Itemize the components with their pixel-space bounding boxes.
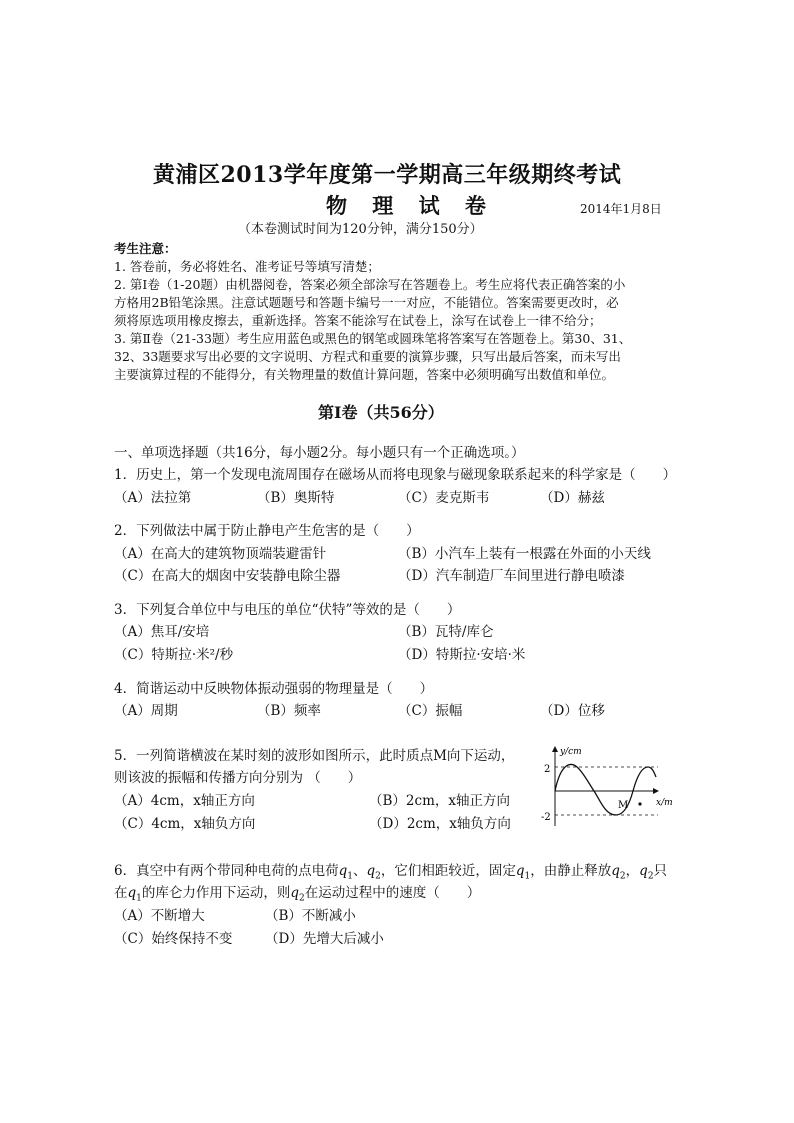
y-bottom-label: -2	[541, 812, 551, 823]
notice-heading: 考生注意：	[114, 241, 177, 256]
notice-line-1: 1. 答卷前，务必将姓名、准考证号等填写清楚；	[114, 259, 380, 274]
q4-option-b: （B）频率	[257, 703, 321, 719]
q6-stem-line-2: 在$q_1$的库仑力作用下运动，则$q_2$在运动过程中的速度（ ）	[114, 885, 481, 904]
part-heading: 一、单项选择题（共16分，每小题2分。每小题只有一个正确选项。）	[114, 445, 525, 461]
q3-option-c: （C）特斯拉·米²/秒	[114, 647, 234, 663]
notice-line-5: 3. 第Ⅱ卷（21-33题）考生应用蓝色或黑色的钢笔或圆珠笔将答案写在答题卷上。第30、31、	[114, 331, 632, 346]
q5-option-c: （C）4cm，x轴负方向	[114, 816, 256, 832]
q4-option-d: （D）位移	[540, 703, 605, 719]
q5-stem-line-2: 则该波的振幅和传播方向分别为 （ ）	[114, 770, 362, 786]
q2-option-b: （B）小汽车上装有一根露在外面的小天线	[398, 546, 651, 562]
q3-option-a: （A）焦耳/安培	[114, 624, 210, 640]
q5-option-d: （D）2cm，x轴负方向	[369, 816, 511, 832]
q2-option-d: （D）汽车制造厂车间里进行静电喷漆	[398, 568, 625, 584]
point-m	[638, 802, 641, 805]
q1-stem: 1．历史上，第一个发现电流周围存在磁场从而将电现象与磁现象联系起来的科学家是（ ）	[114, 467, 677, 483]
notice-line-6: 32、33题要求写出必要的文字说明、方程式和重要的演算步骤，只写出最后答案，而未写出	[114, 349, 621, 364]
y-top-label: 2	[544, 764, 551, 775]
q5-option-b: （B）2cm，x轴正方向	[369, 793, 510, 809]
q6-option-b: （B）不断减小	[265, 908, 356, 924]
q6-option-c: （C）始终保持不变	[114, 931, 233, 947]
y-axis-label: y/cm	[560, 747, 582, 757]
q1-option-b: （B）奥斯特	[257, 490, 335, 506]
q1-option-a: （A）法拉第	[114, 490, 192, 506]
q4-stem: 4．简谐运动中反映物体振动强弱的物理量是（ ）	[114, 681, 434, 697]
point-m-label: M	[618, 800, 629, 811]
q4-option-c: （C）振幅	[398, 703, 463, 719]
q3-option-b: （B）瓦特/库仑	[398, 624, 494, 640]
q5-wave-figure	[528, 742, 688, 828]
section-title: 第Ⅰ卷（共56分）	[318, 403, 444, 422]
q6-option-a: （A）不断增大	[114, 908, 205, 924]
exam-subtitle: 物 理 试 卷	[326, 193, 495, 218]
q1-option-d: （D）赫兹	[540, 490, 605, 506]
q2-stem: 2．下列做法中属于防止静电产生危害的是（ ）	[114, 523, 420, 539]
notice-line-3: 方格用2B铅笔涂黑。注意试题题号和答题卡编号一一对应，不能错位。答案需要更改时，必	[114, 295, 619, 310]
q2-option-a: （A）在高大的建筑物顶端装避雷针	[114, 546, 327, 562]
exam-date: 2014年1月8日	[580, 202, 662, 216]
x-axis-label: x/m	[656, 798, 673, 808]
q3-stem: 3．下列复合单位中与电压的单位“伏特”等效的是（ ）	[114, 602, 461, 618]
q6-stem-line-1: 6．真空中有两个带同种电荷的点电荷$q_1$、$q_2$，它们相距较近，固定$q_1$，由静止释放$q_2$，$q_2$只	[114, 863, 668, 882]
q2-option-c: （C）在高大的烟囱中安装静电除尘器	[114, 568, 341, 584]
notice-line-4: 须将原选项用橡皮擦去，重新选择。答案不能涂写在试卷上，涂写在试卷上一律不给分；	[114, 313, 602, 328]
q1-option-c: （C）麦克斯韦	[398, 490, 490, 506]
q5-stem-line-1: 5．一列简谐横波在某时刻的波形如图所示，此时质点M向下运动，	[114, 748, 515, 764]
q3-option-d: （D）特斯拉·安培·米	[398, 647, 526, 663]
q6-option-d: （D）先增大后减小	[265, 931, 384, 947]
q5-option-a: （A）4cm，x轴正方向	[114, 793, 255, 809]
exam-title: 黄浦区2013学年度第一学期高三年级期终考试	[153, 162, 622, 188]
time-note: （本卷测试时间为120分钟，满分150分）	[238, 222, 483, 237]
notice-line-2: 2. 第Ⅰ卷（1-20题）由机器阅卷，答案必须全部涂写在答题卷上。考生应将代表正确答案的小	[114, 277, 626, 292]
notice-line-7: 主要演算过程的不能得分，有关物理量的数值计算问题，答案中必须明确写出数值和单位。	[114, 367, 615, 382]
wave-curve	[555, 764, 656, 815]
q4-option-a: （A）周期	[114, 703, 178, 719]
